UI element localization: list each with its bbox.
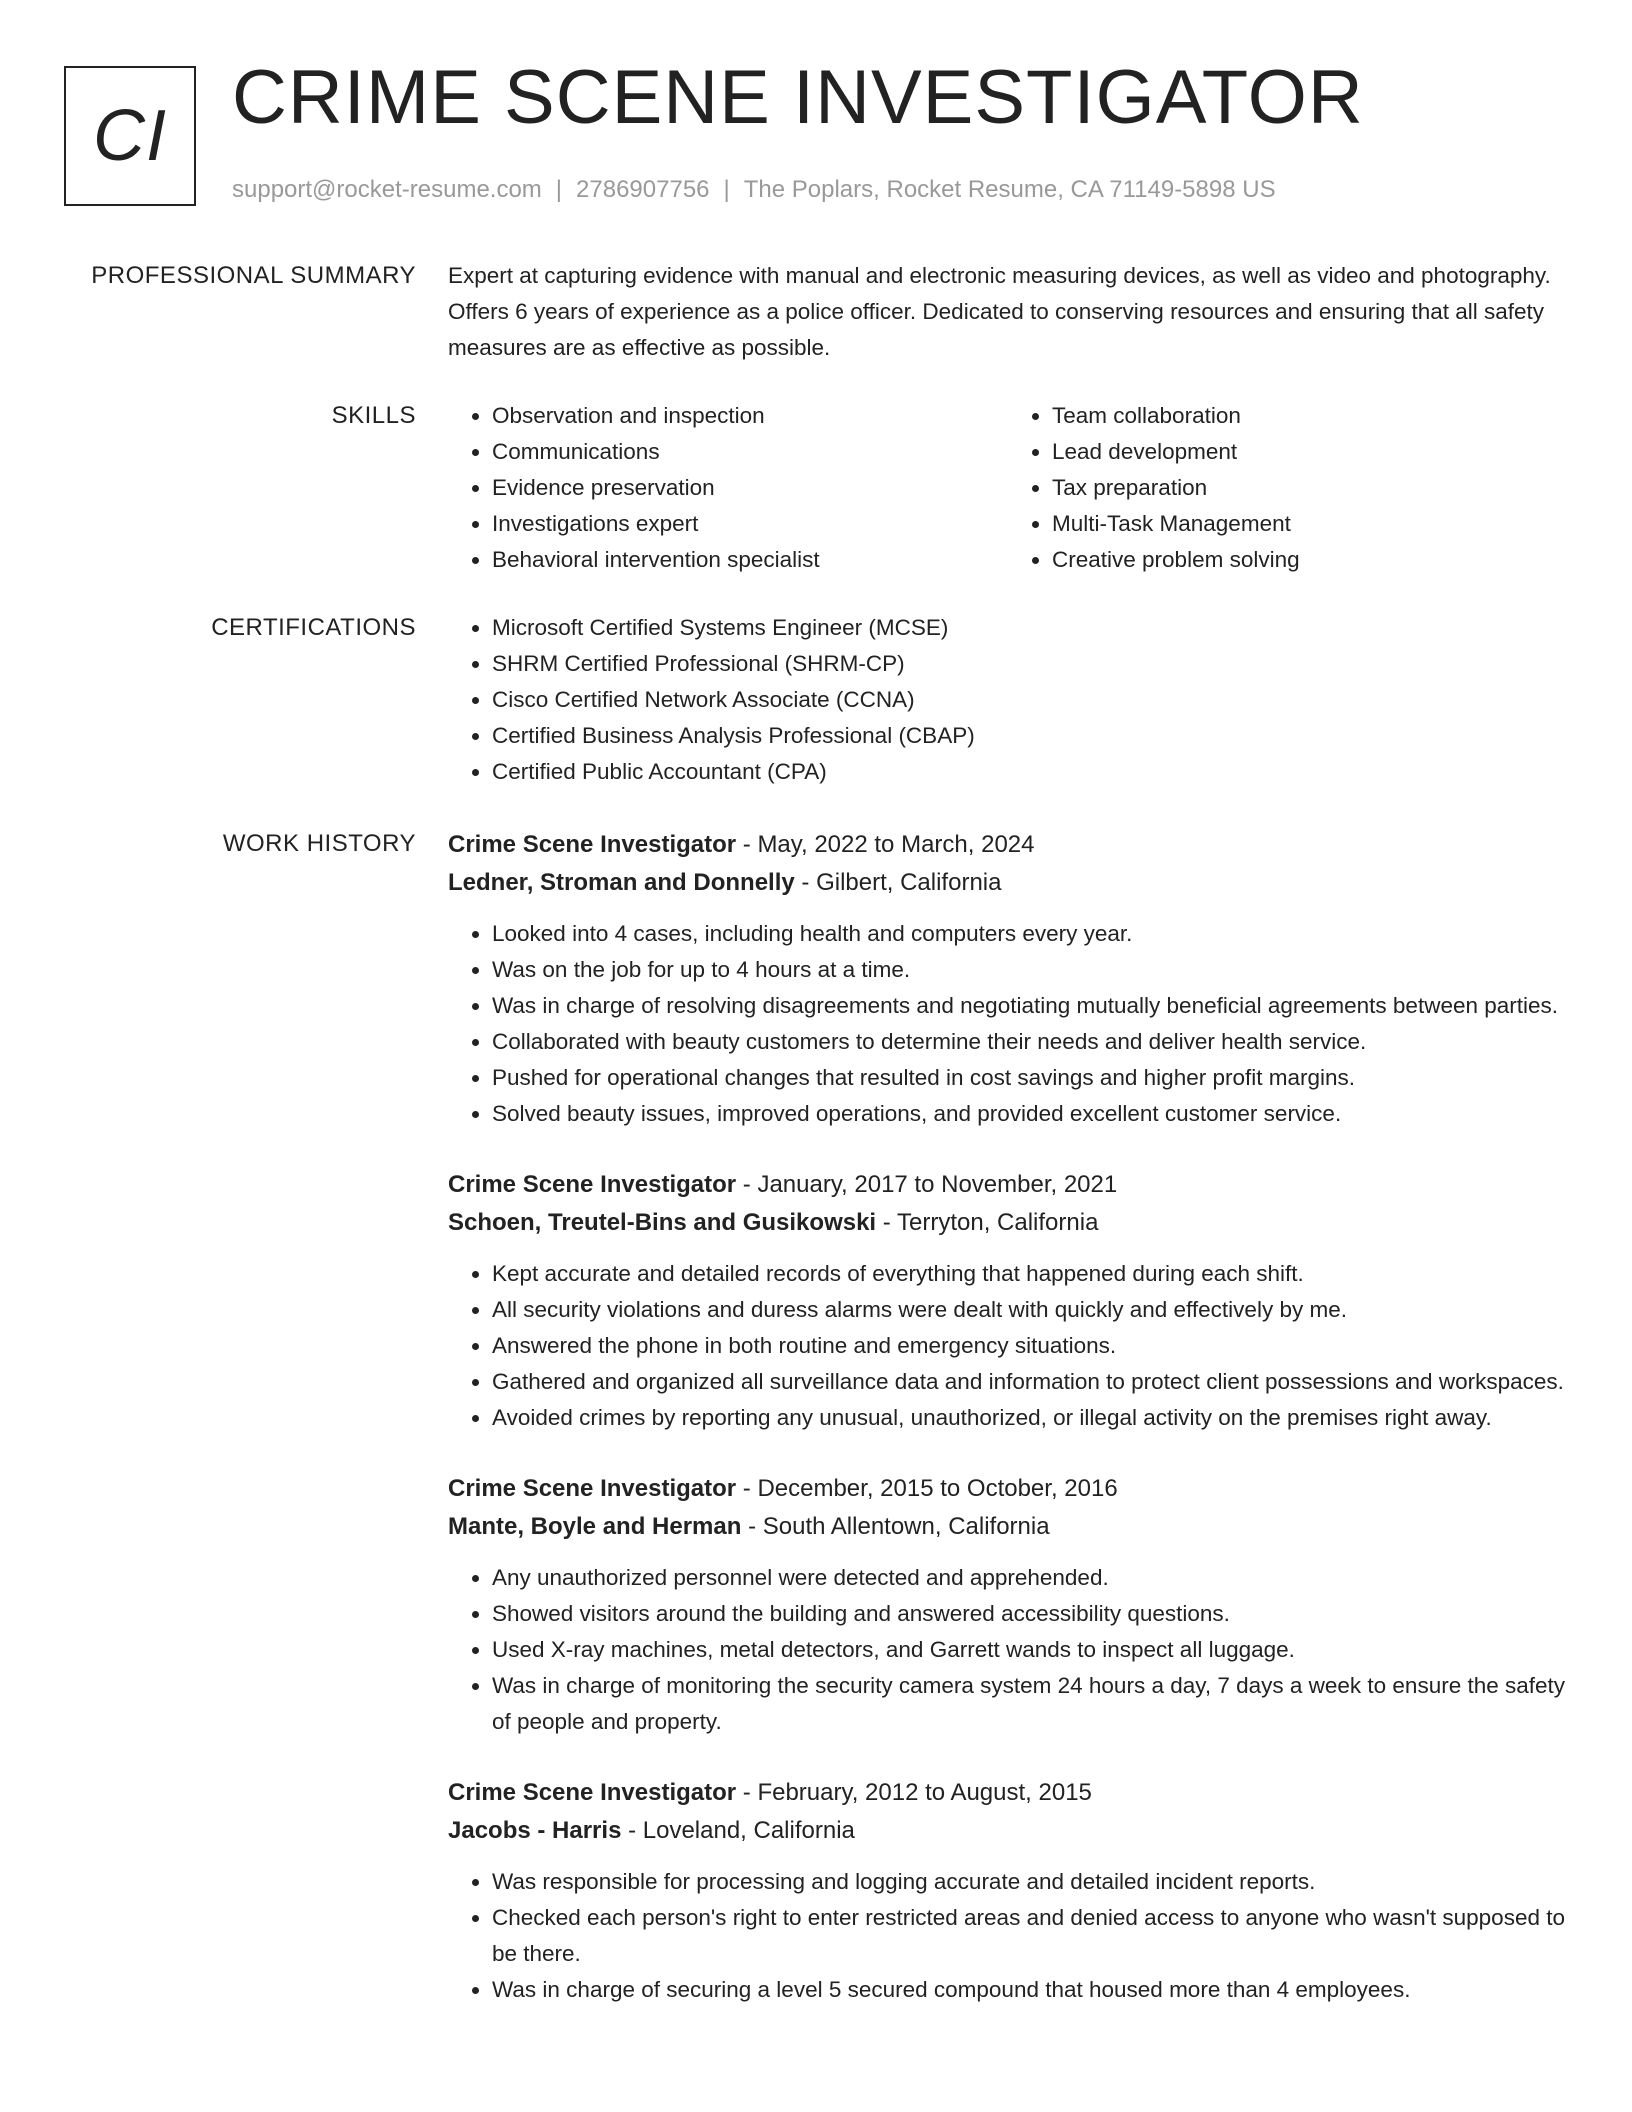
job-company: Mante, Boyle and Herman [448, 1513, 742, 1540]
contact-phone[interactable]: 2786907756 [576, 176, 710, 203]
job-dates: - December, 2015 to October, 2016 [736, 1475, 1118, 1502]
job-company: Jacobs - Harris [448, 1817, 622, 1844]
job-bullet: • Was responsible for processing and logging accurate and detailed incident reports. [492, 1864, 1568, 1900]
job-bullet: • Solved beauty issues, improved operations, and provided excellent customer service. [492, 1096, 1568, 1132]
job-bullets [448, 1864, 1568, 2008]
contact-email[interactable]: support@rocket-resume.com [232, 176, 542, 203]
monogram-logo [64, 66, 196, 206]
certification-item: • Certified Public Accountant (CPA) [492, 754, 1568, 790]
job-bullets [448, 916, 1568, 1132]
job-dates: - February, 2012 to August, 2015 [736, 1779, 1092, 1806]
job-entry [448, 1774, 1568, 2008]
job-company-line [448, 1812, 1568, 1850]
skills-list-left [448, 398, 1008, 578]
job-bullet: • Any unauthorized personnel were detected and apprehended. [492, 1560, 1568, 1596]
job-bullets [448, 1256, 1568, 1436]
job-bullet: • Gathered and organized all surveillance data and information to protect client possessions and workspaces. [492, 1364, 1568, 1400]
skill-item: • Lead development [1052, 434, 1568, 470]
job-title-line [448, 1166, 1568, 1204]
section-content [448, 826, 1568, 2042]
skill-item: • Multi-Task Management [1052, 506, 1568, 542]
skill-item: • Behavioral intervention specialist [492, 542, 1008, 578]
job-location: - South Allentown, California [741, 1513, 1050, 1540]
job-entry [448, 1470, 1568, 1740]
resume-title: CRIME SCENE INVESTIGATOR [232, 55, 1364, 140]
job-entry [448, 826, 1568, 1132]
skill-item: • Creative problem solving [1052, 542, 1568, 578]
job-company: Ledner, Stroman and Donnelly [448, 869, 795, 896]
job-title-line [448, 826, 1568, 864]
job-location: - Loveland, California [621, 1817, 855, 1844]
job-title-line [448, 1774, 1568, 1812]
skill-item: • Evidence preservation [492, 470, 1008, 506]
certifications-list [448, 610, 1568, 790]
skill-item: • Communications [492, 434, 1008, 470]
section-heading: CERTIFICATIONS [211, 614, 416, 641]
job-dates: - May, 2022 to March, 2024 [736, 831, 1035, 858]
skill-item: • Investigations expert [492, 506, 1008, 542]
skill-item: • Tax preparation [1052, 470, 1568, 506]
certification-item: • Certified Business Analysis Professional (CBAP) [492, 718, 1568, 754]
job-bullets [448, 1560, 1568, 1740]
job-bullet: • Used X-ray machines, metal detectors, and Garrett wands to inspect all luggage. [492, 1632, 1568, 1668]
job-bullet: • Was in charge of securing a level 5 secured compound that housed more than 4 employees. [492, 1972, 1568, 2008]
job-location: - Terryton, California [876, 1209, 1099, 1236]
certification-item: • Microsoft Certified Systems Engineer (MCSE) [492, 610, 1568, 646]
job-location: - Gilbert, California [794, 869, 1002, 896]
job-entry [448, 1166, 1568, 1436]
contact-separator: | [723, 176, 730, 203]
job-bullet: • Was on the job for up to 4 hours at a time. [492, 952, 1568, 988]
monogram-initials: CI [93, 96, 167, 176]
job-title: Crime Scene Investigator [448, 831, 737, 858]
job-bullet: • Answered the phone in both routine and emergency situations. [492, 1328, 1568, 1364]
job-company-line [448, 864, 1568, 902]
certification-item: • Cisco Certified Network Associate (CCNA) [492, 682, 1568, 718]
job-bullet: • Pushed for operational changes that resulted in cost savings and higher profit margins. [492, 1060, 1568, 1096]
section-heading: SKILLS [331, 402, 416, 429]
job-company-line [448, 1508, 1568, 1546]
section-content [448, 398, 1568, 578]
section-heading: WORK HISTORY [222, 830, 416, 857]
skill-item: • Team collaboration [1052, 398, 1568, 434]
certification-item: • SHRM Certified Professional (SHRM-CP) [492, 646, 1568, 682]
job-bullet: • Showed visitors around the building and answered accessibility questions. [492, 1596, 1568, 1632]
job-dates: - January, 2017 to November, 2021 [736, 1171, 1118, 1198]
contact-line [232, 176, 1276, 204]
section-content [448, 258, 1568, 366]
job-bullet: • Looked into 4 cases, including health and computers every year. [492, 916, 1568, 952]
contact-address: The Poplars, Rocket Resume, CA 71149-5898 US [743, 176, 1276, 203]
job-title: Crime Scene Investigator [448, 1475, 737, 1502]
job-company: Schoen, Treutel-Bins and Gusikowski [448, 1209, 877, 1236]
skills-list-right [1008, 398, 1568, 578]
job-bullet: • All security violations and duress alarms were dealt with quickly and effectively by me. [492, 1292, 1568, 1328]
job-title-line [448, 1470, 1568, 1508]
section-heading: PROFESSIONAL SUMMARY [91, 262, 416, 289]
job-bullet: • Checked each person's right to enter restricted areas and denied access to anyone who wasn't supposed to be there. [492, 1900, 1568, 1972]
job-bullet: • Was in charge of monitoring the security camera system 24 hours a day, 7 days a week to ensure the safety of people and property. [492, 1668, 1568, 1740]
skill-item: • Observation and inspection [492, 398, 1008, 434]
job-title: Crime Scene Investigator [448, 1779, 737, 1806]
contact-separator: | [555, 176, 563, 203]
job-title: Crime Scene Investigator [448, 1171, 737, 1198]
summary-text: Expert at capturing evidence with manual and electronic measuring devices, as well as video and photography. Offers 6 years of experience as a police officer. Dedicated to conserving resources and ensuring that all safety measures are as effective as possible. [448, 263, 1551, 360]
skills-columns [448, 398, 1568, 578]
job-bullet: • Collaborated with beauty customers to determine their needs and deliver health service. [492, 1024, 1568, 1060]
job-company-line [448, 1204, 1568, 1242]
section-content [448, 610, 1568, 790]
job-bullet: • Was in charge of resolving disagreements and negotiating mutually beneficial agreements between parties. [492, 988, 1568, 1024]
job-bullet: • Kept accurate and detailed records of everything that happened during each shift. [492, 1256, 1568, 1292]
job-bullet: • Avoided crimes by reporting any unusual, unauthorized, or illegal activity on the premises right away. [492, 1400, 1568, 1436]
